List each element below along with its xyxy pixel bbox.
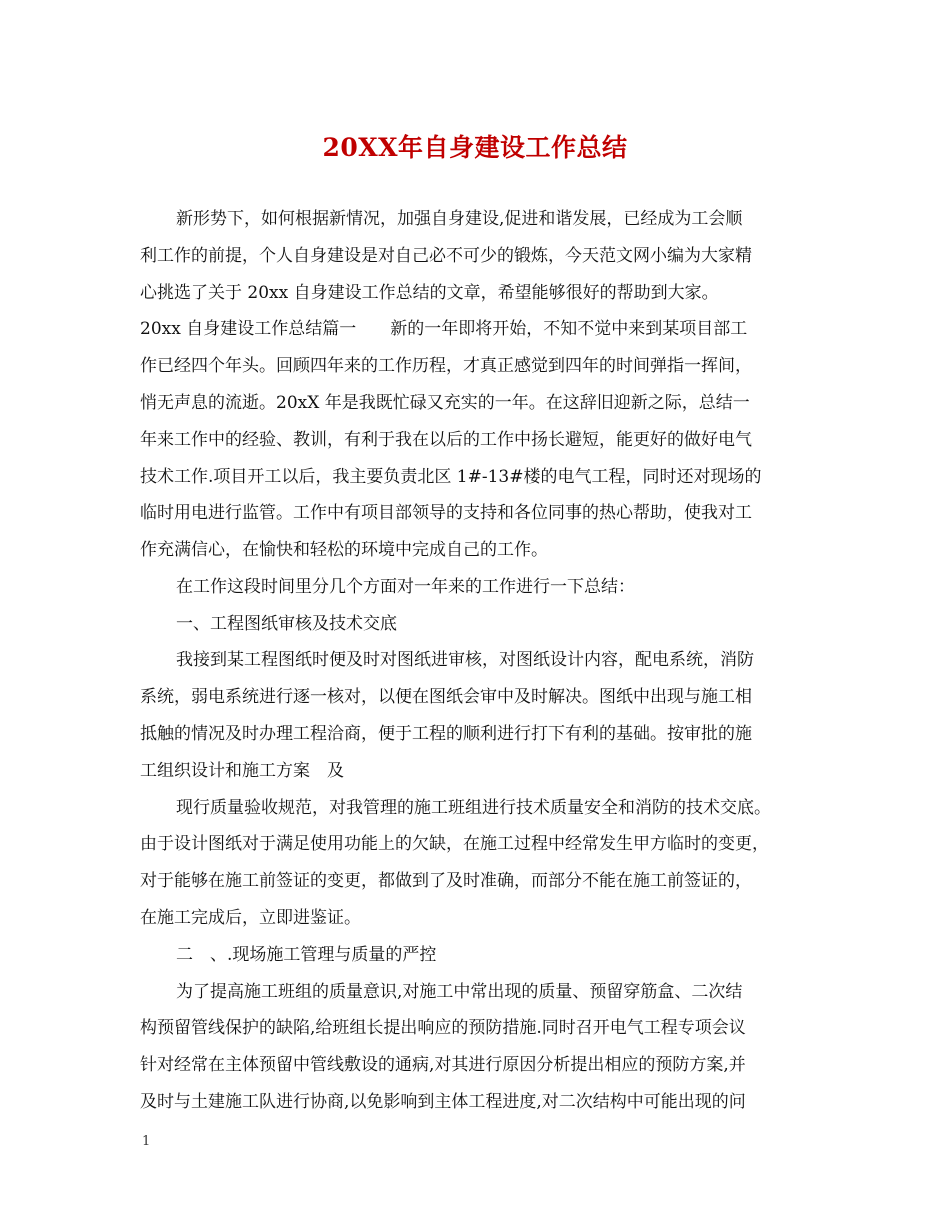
body-line: 在施工完成后，立即进鉴证。 — [140, 908, 361, 928]
body-line: 心挑选了关于 20xx 自身建设工作总结的文章，希望能够很好的帮助到大家。 — [140, 283, 719, 303]
body-line: 临时用电进行监管。工作中有项目部领导的支持和各位同事的热心帮助，使我对工 — [140, 503, 752, 523]
body-line: 20xx 自身建设工作总结篇一 新的一年即将开始，不知不觉中来到某项目部工 — [140, 319, 748, 339]
body-line: 针对经常在主体预留中管线敷设的通病,对其进行原因分析提出相应的预防方案,并 — [140, 1055, 746, 1075]
body-line: 为了提高施工班组的质量意识,对施工中常出现的质量、预留穿筋盒、二次结 — [176, 982, 743, 1002]
body-line: 现行质量验收规范，对我管理的施工班组进行技术质量安全和消防的技术交底。 — [176, 798, 771, 818]
body-line: 悄无声息的流逝。20xX 年是我既忙碌又充实的一年。在这辞旧迎新之际，总结一 — [140, 393, 750, 413]
body-line: 技术工作.项目开工以后，我主要负责北区 1#-13#楼的电气工程，同时还对现场的 — [140, 467, 762, 487]
body-line: 及时与土建施工队进行协商,以免影响到主体工程进度,对二次结构中可能出现的问 — [140, 1092, 746, 1112]
body-line: 我接到某工程图纸时便及时对图纸进审核，对图纸设计内容，配电系统，消防 — [176, 650, 754, 670]
page-number: 1 — [142, 1134, 151, 1149]
body-line: 新形势下，如何根据新情况，加强自身建设,促进和谐发展，已经成为工会顺 — [176, 209, 743, 229]
body-line: 利工作的前提，个人自身建设是对自己必不可少的锻炼，今天范文网小编为大家精 — [140, 246, 752, 266]
body-line: 构预留管线保护的缺陷,给班组长提出响应的预防措施.同时召开电气工程专项会议 — [140, 1018, 746, 1038]
section-heading: 一、工程图纸审核及技术交底 — [176, 614, 397, 634]
document-title: 20XX年自身建设工作总结 — [322, 133, 628, 162]
body-line: 抵触的情况及时办理工程洽商，便于工程的顺利进行打下有利的基础。按审批的施 — [140, 724, 752, 744]
body-line: 对于能够在施工前签证的变更，都做到了及时准确，而部分不能在施工前签证的， — [140, 871, 752, 891]
body-line: 工组织设计和施工方案 及 — [140, 761, 344, 781]
section-heading: 二 、.现场施工管理与质量的严控 — [176, 945, 437, 965]
body-line: 年来工作中的经验、教训，有利于我在以后的工作中扬长避短，能更好的做好电气 — [140, 430, 752, 450]
body-line: 作充满信心，在愉快和轻松的环境中完成自己的工作。 — [140, 540, 548, 560]
body-line: 由于设计图纸对于满足使用功能上的欠缺，在施工过程中经常发生甲方临时的变更， — [140, 834, 769, 854]
body-line: 系统，弱电系统进行逐一核对，以便在图纸会审中及时解决。图纸中出现与施工相 — [140, 687, 752, 707]
body-line: 在工作这段时间里分几个方面对一年来的工作进行一下总结： — [176, 577, 635, 597]
body-line: 作已经四个年头。回顾四年来的工作历程，才真正感觉到四年的时间弹指一挥间， — [140, 356, 752, 376]
